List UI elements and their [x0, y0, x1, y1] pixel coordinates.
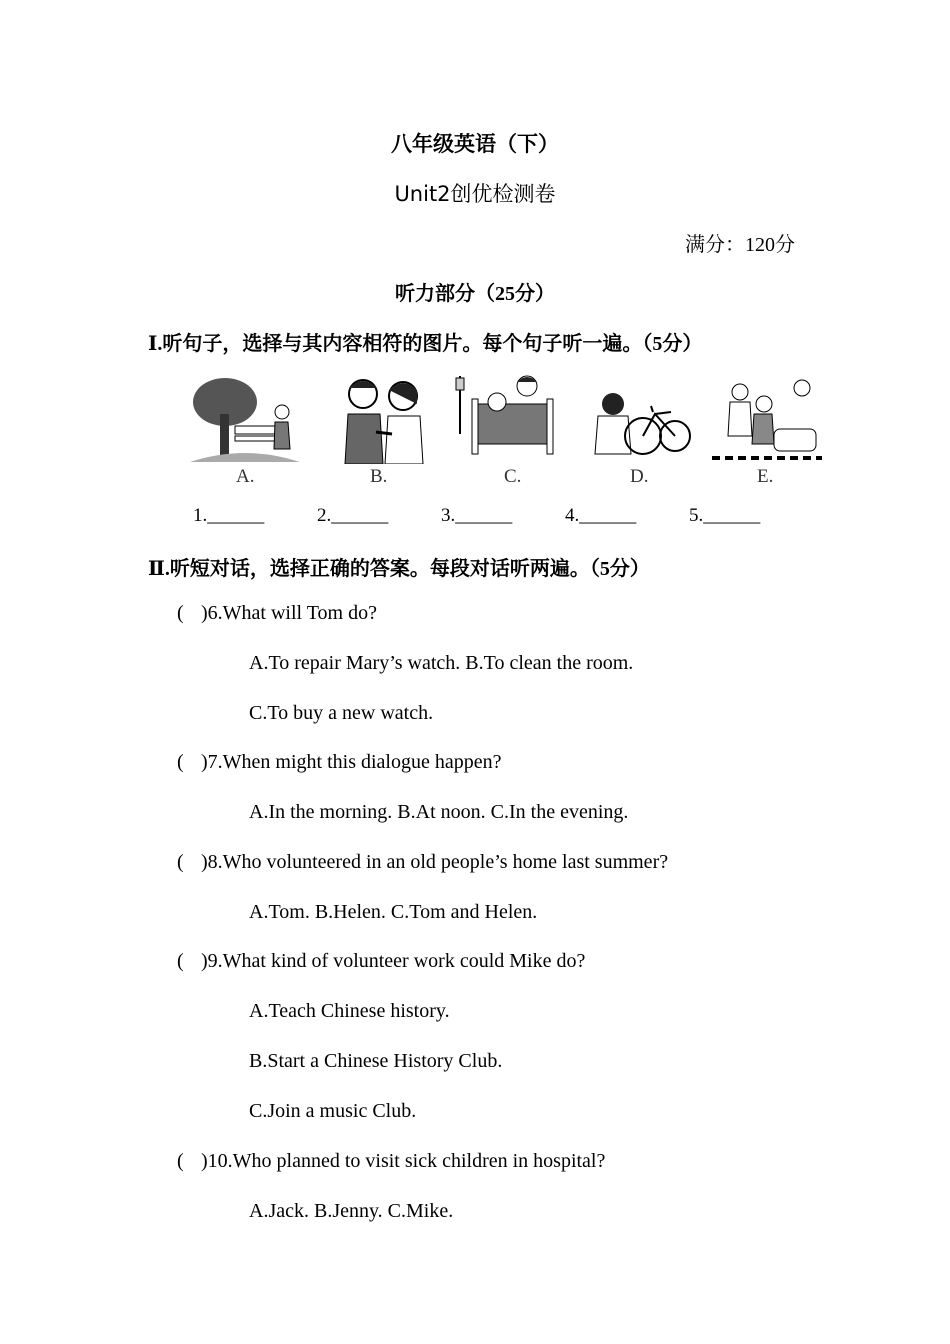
- section1-heading: Ⅰ.听句子，选择与其内容相符的图片。每个句子听一遍。（5分）: [148, 333, 703, 355]
- question-text: )9.What kind of volunteer work could Mike do?: [201, 950, 586, 972]
- question-7: [177, 751, 501, 774]
- answer-blank[interactable]: 4.______: [565, 505, 637, 526]
- question-text: )10.Who planned to visit sick children in hospital?: [201, 1150, 606, 1172]
- bicycle-repair-icon: [583, 374, 693, 464]
- page-subtitle: Unit2创优检测卷: [394, 182, 556, 206]
- option-line: A.Tom. B.Helen. C.Tom and Helen.: [249, 901, 538, 923]
- question-10: [177, 1150, 605, 1173]
- option-line: C.To buy a new watch.: [249, 702, 434, 724]
- question-6: [177, 602, 377, 625]
- option-line: A.Jack. B.Jenny. C.Mike.: [249, 1200, 454, 1222]
- answer-paren[interactable]: (: [177, 602, 184, 624]
- question-8: [177, 851, 668, 874]
- part-heading: 听力部分（25分）: [395, 283, 555, 305]
- page-title: 八年级英语（下）: [391, 132, 559, 156]
- picture-label-c: C.: [504, 466, 522, 487]
- park-bench-icon: [190, 374, 300, 464]
- question-text: )8.Who volunteered in an old people’s home last summer?: [201, 851, 669, 873]
- hospital-bed-icon: [452, 374, 562, 464]
- question-text: )7.When might this dialogue happen?: [201, 751, 502, 773]
- total-score: 满分：120分: [685, 234, 795, 256]
- answer-blank[interactable]: 3.______: [441, 505, 513, 526]
- answer-blank[interactable]: 2.______: [317, 505, 389, 526]
- option-line: C.Join a music Club.: [249, 1100, 417, 1122]
- section2-heading: Ⅱ.听短对话，选择正确的答案。每段对话听两遍。（5分）: [148, 558, 650, 580]
- helping-cross-road-icon: [712, 374, 822, 464]
- question-9: [177, 950, 585, 973]
- answer-paren[interactable]: (: [177, 751, 184, 773]
- answer-paren[interactable]: (: [177, 1150, 184, 1172]
- option-line: A.In the morning. B.At noon. C.In the evening.: [249, 801, 629, 823]
- picture-label-d: D.: [630, 466, 649, 487]
- option-line: A.To repair Mary’s watch. B.To clean the room.: [249, 652, 634, 674]
- answer-blank[interactable]: 1.______: [193, 505, 265, 526]
- picture-label-a: A.: [236, 466, 255, 487]
- answer-paren[interactable]: (: [177, 851, 184, 873]
- answer-paren[interactable]: (: [177, 950, 184, 972]
- question-text: )6.What will Tom do?: [201, 602, 377, 624]
- option-line: A.Teach Chinese history.: [249, 1000, 450, 1022]
- two-people-icon: [328, 374, 438, 464]
- answer-blank[interactable]: 5.______: [689, 505, 761, 526]
- picture-label-b: B.: [370, 466, 388, 487]
- picture-label-e: E.: [757, 466, 774, 487]
- option-line: B.Start a Chinese History Club.: [249, 1050, 503, 1072]
